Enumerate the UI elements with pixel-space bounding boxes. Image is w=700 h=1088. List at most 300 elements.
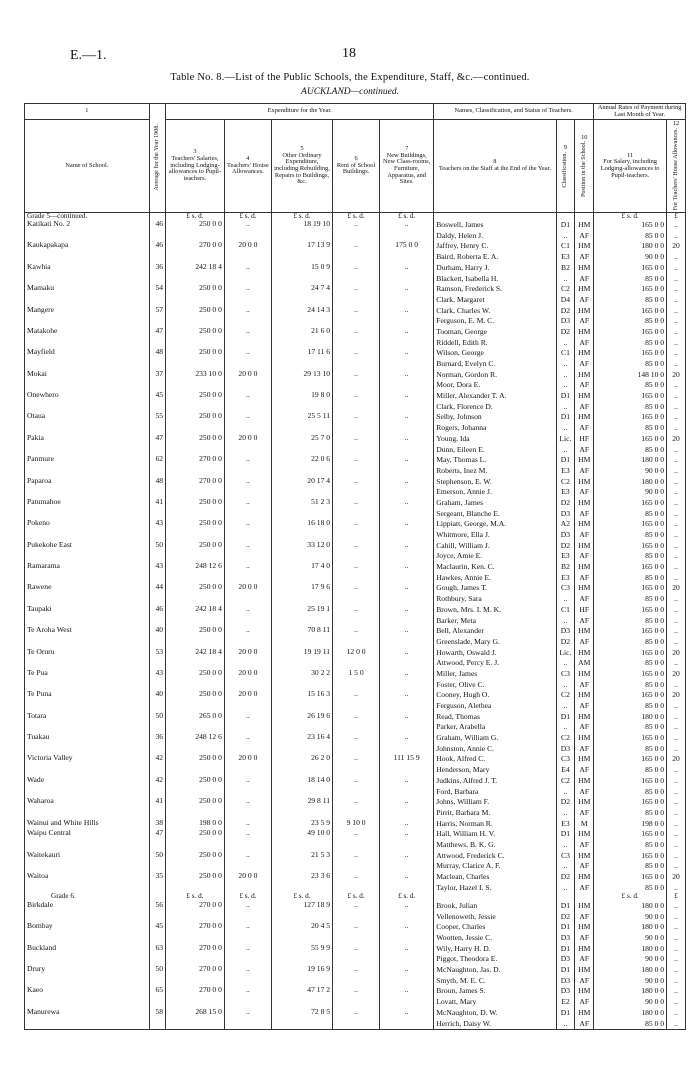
table-row (25, 541, 686, 562)
avg-attendance: 35 (149, 872, 165, 893)
position (575, 690, 594, 711)
other-expenditure: 25 5 11 (271, 412, 332, 433)
position-line: AF (579, 273, 590, 283)
house-rate-line: .. (674, 273, 678, 283)
salary-rate-line: 90 0 0 (645, 465, 665, 475)
salary-rate-line: 85 0 0 (645, 380, 665, 390)
school-name: Te Pua (25, 669, 150, 690)
salary-rate (594, 412, 667, 433)
salary-rate-line: 85 0 0 (645, 636, 665, 646)
salary-rate (594, 498, 667, 519)
teacher-name (434, 872, 556, 893)
classification-line: D3 (560, 508, 571, 518)
house-rate-line: .. (674, 508, 678, 518)
teacher-name (434, 434, 556, 455)
table-row (25, 986, 686, 1007)
teacher-name-line: Attwood, Percy E. J. (436, 658, 500, 668)
house-rate (667, 690, 686, 711)
classification-line: C3 (561, 668, 570, 678)
house-rate (667, 986, 686, 1007)
currency-label: £ s. d. (380, 893, 434, 901)
teachers-header: 8 Teachers on the Staff at the End of the Year. (434, 120, 556, 212)
house-allowance: .. (224, 562, 271, 583)
classification-line: .. (563, 882, 568, 892)
new-buildings: .. (380, 669, 434, 690)
table-row (25, 562, 686, 583)
salary-rate-line: 165 0 0 (641, 220, 665, 230)
house-rate (667, 776, 686, 797)
salary-rate-line: 165 0 0 (641, 754, 665, 764)
avg-attendance: 65 (149, 986, 165, 1007)
school-name: Kawhia (25, 263, 150, 284)
classification-line: A2 (560, 519, 571, 529)
salary-rate (594, 455, 667, 476)
classification (556, 901, 575, 922)
teacher-name (434, 797, 556, 818)
table-row (25, 648, 686, 669)
classification-line: D1 (560, 220, 571, 230)
currency-label: £ s. d. (166, 893, 225, 901)
salary-rate-line: 85 0 0 (645, 861, 665, 871)
position-line: HM (578, 1007, 591, 1017)
teacher-name-line: Hook, Alfred C. (436, 754, 486, 764)
house-allowance: 20 0 0 (224, 669, 271, 690)
house-rate (667, 477, 686, 498)
rent: .. (333, 562, 380, 583)
position-line: HM (578, 369, 591, 379)
position-line: AF (579, 765, 590, 775)
avg-attendance: 47 (149, 829, 165, 850)
house-rate-line: .. (674, 986, 678, 996)
rent: .. (333, 712, 380, 733)
position-line: AF (579, 508, 590, 518)
classification-line: D2 (560, 326, 571, 336)
teacher-name-line: Clark, Margaret (436, 294, 485, 304)
salaries-header: 3 Teachers' Salaries, including Lodging-allowances to Pupil-teachers. (166, 120, 225, 212)
section-row (25, 893, 686, 901)
salaries: 265 0 0 (166, 712, 225, 733)
salaries: 250 0 0 (166, 541, 225, 562)
salary-rate-line: 180 0 0 (641, 986, 665, 996)
house-allowance: .. (224, 220, 271, 241)
house-rate-line: .. (674, 252, 678, 262)
house-allowance: 20 0 0 (224, 241, 271, 262)
position-line: HM (578, 690, 591, 700)
table-row (25, 348, 686, 369)
other-expenditure: 17 13 9 (271, 241, 332, 262)
house-rate (667, 797, 686, 818)
table-row (25, 605, 686, 626)
rent: .. (333, 944, 380, 965)
new-buildings: .. (380, 370, 434, 391)
salary-rate-line: 85 0 0 (645, 551, 665, 561)
salaries: 250 0 0 (166, 669, 225, 690)
salary-rate (594, 348, 667, 369)
salaries: 270 0 0 (166, 986, 225, 1007)
classification (556, 965, 575, 986)
position-line: AF (579, 615, 590, 625)
salary-rate (594, 605, 667, 626)
salary-rate-line: 90 0 0 (645, 487, 665, 497)
position-line: AF (579, 316, 590, 326)
salary-rate (594, 519, 667, 540)
avg-attendance: 63 (149, 944, 165, 965)
other-expenditure: 23 3 6 (271, 872, 332, 893)
house-rate-line: .. (674, 765, 678, 775)
school-name: Katikati No. 2 (25, 220, 150, 241)
position-line: HM (578, 733, 591, 743)
salaries: 250 0 0 (166, 391, 225, 412)
school-name: Waitekauri (25, 851, 150, 872)
teacher-name (434, 626, 556, 647)
position (575, 306, 594, 327)
salary-rate-line: 165 0 0 (641, 540, 665, 550)
classification-line: .. (563, 658, 568, 668)
other-expenditure: 47 17 2 (271, 986, 332, 1007)
position-line: AF (579, 882, 590, 892)
position-line: HM (578, 326, 591, 336)
salaries: 270 0 0 (166, 241, 225, 262)
house-allowance: .. (224, 901, 271, 922)
classification (556, 605, 575, 626)
house-rate-line: .. (674, 465, 678, 475)
new-buildings: .. (380, 922, 434, 943)
salaries: 250 0 0 (166, 851, 225, 872)
position (575, 498, 594, 519)
position (575, 797, 594, 818)
position-line: HM (578, 850, 591, 860)
classification-line: D2 (560, 540, 571, 550)
school-name: Victoria Valley (25, 754, 150, 775)
new-buildings: .. (380, 434, 434, 455)
other-expenditure: 49 10 0 (271, 829, 332, 850)
house-allowance: .. (224, 455, 271, 476)
school-name: Bombay (25, 922, 150, 943)
position-line: HM (578, 241, 591, 251)
position (575, 370, 594, 391)
teacher-name (434, 776, 556, 797)
new-buildings: .. (380, 263, 434, 284)
classification-header: 9 Classification. (556, 120, 575, 212)
salary-rate-line: 180 0 0 (641, 943, 665, 953)
house-rate-line: 20 (672, 647, 680, 657)
school-name: Paparoa (25, 477, 150, 498)
teacher-name (434, 241, 556, 262)
house-rate-line: 20 (672, 583, 680, 593)
position (575, 872, 594, 893)
house-rate-line: .. (674, 604, 678, 614)
salary-rate-line: 85 0 0 (645, 786, 665, 796)
position-line: M (580, 818, 588, 828)
house-allowance: .. (224, 712, 271, 733)
avg-attendance: 53 (149, 648, 165, 669)
school-name: Waharoa (25, 797, 150, 818)
new-buildings: .. (380, 965, 434, 986)
classification (556, 733, 575, 754)
table-row (25, 754, 686, 775)
house-rate-line: .. (674, 733, 678, 743)
currency-label: £ s. d. (271, 893, 332, 901)
classification-line: D3 (560, 743, 571, 753)
rent: 9 10 0 (333, 819, 380, 830)
salaries: 250 0 0 (166, 583, 225, 604)
house-allowance: .. (224, 412, 271, 433)
table-subtitle: AUCKLAND—continued. (301, 87, 399, 97)
salary-rate-line: 165 0 0 (641, 326, 665, 336)
avg-attendance: 50 (149, 965, 165, 986)
other-expenditure: 55 9 9 (271, 944, 332, 965)
new-buildings: .. (380, 1008, 434, 1030)
classification-line: .. (563, 230, 568, 240)
classification-line: C1 (561, 241, 570, 251)
house-rate-line: .. (674, 497, 678, 507)
house-rate-line: .. (674, 975, 678, 985)
avg-attendance: 43 (149, 669, 165, 690)
house-allowance: .. (224, 797, 271, 818)
classification-line: .. (563, 359, 568, 369)
classification-line: D3 (560, 530, 571, 540)
house-rate-line: .. (674, 1018, 678, 1028)
salaries: 250 0 0 (166, 519, 225, 540)
house-rate-line: .. (674, 551, 678, 561)
classification (556, 690, 575, 711)
position-line: AF (579, 807, 590, 817)
salary-rate-line: 165 0 0 (641, 433, 665, 443)
classification-line: .. (563, 839, 568, 849)
house-rate-line: .. (674, 540, 678, 550)
other-expenditure: 23 16 4 (271, 733, 332, 754)
salary-rate-line: 90 0 0 (645, 975, 665, 985)
new-buildings: .. (380, 776, 434, 797)
classification (556, 797, 575, 818)
salaries: 270 0 0 (166, 944, 225, 965)
salary-rate-line: 165 0 0 (641, 604, 665, 614)
house-rate (667, 648, 686, 669)
salary-rate-line: 180 0 0 (641, 455, 665, 465)
salary-rate-line: 85 0 0 (645, 679, 665, 689)
teacher-name-line: Lovatt, Mary (436, 997, 477, 1007)
house-rate-line: .. (674, 701, 678, 711)
teacher-name (434, 220, 556, 241)
other-expenditure: 20 17 4 (271, 477, 332, 498)
table-row (25, 733, 686, 754)
classification-line: Lic. (559, 433, 572, 443)
table-row (25, 583, 686, 604)
position-line: HM (578, 220, 591, 230)
salary-rate-line: 90 0 0 (645, 911, 665, 921)
school-name: Wainui and White Hills (25, 819, 150, 830)
new-buildings: .. (380, 220, 434, 241)
other-expenditure: 21 5 3 (271, 851, 332, 872)
teacher-name (434, 819, 556, 830)
house-rate (667, 754, 686, 775)
house-allowance: .. (224, 733, 271, 754)
position-line: HM (578, 943, 591, 953)
teacher-name-line: Cooper, Charles (436, 922, 486, 932)
new-buildings: .. (380, 391, 434, 412)
new-buildings: .. (380, 733, 434, 754)
classification (556, 306, 575, 327)
classification-line: C2 (561, 775, 570, 785)
salary-rate-line: 165 0 0 (641, 668, 665, 678)
house-rate (667, 306, 686, 327)
position-line: HM (578, 668, 591, 678)
house-allowance: .. (224, 284, 271, 305)
house-rate-line: .. (674, 636, 678, 646)
house-allowance: 20 0 0 (224, 648, 271, 669)
position-line: HM (578, 711, 591, 721)
new-buildings: .. (380, 690, 434, 711)
position (575, 819, 594, 830)
house-allowance: .. (224, 944, 271, 965)
other-expenditure: 29 8 11 (271, 797, 332, 818)
teacher-name-line: Jaffrey, Henry C. (436, 241, 489, 251)
table-row (25, 944, 686, 965)
salary-rate-line: 85 0 0 (645, 743, 665, 753)
avg-attendance: 41 (149, 498, 165, 519)
salary-rate-line: 165 0 0 (641, 391, 665, 401)
school-name: Tuakau (25, 733, 150, 754)
house-rate-line: .. (674, 615, 678, 625)
house-allowance: 20 0 0 (224, 583, 271, 604)
house-allowance: .. (224, 819, 271, 830)
salary-rate-line: 85 0 0 (645, 316, 665, 326)
position (575, 455, 594, 476)
school-name: Wade (25, 776, 150, 797)
teacher-name-line: Norman, Gordon R. (436, 369, 497, 379)
position-line: HM (578, 562, 591, 572)
salaries: 242 18 4 (166, 648, 225, 669)
school-name: Mamaku (25, 284, 150, 305)
salary-rate-line: 85 0 0 (645, 294, 665, 304)
salary-rate (594, 819, 667, 830)
house-rate-line: .. (674, 933, 678, 943)
teacher-name-line: Miller, James (436, 668, 478, 678)
house-rate (667, 562, 686, 583)
rent: .. (333, 872, 380, 893)
salary-rate-line: 165 0 0 (641, 647, 665, 657)
teacher-name (434, 412, 556, 433)
avg-attendance: 50 (149, 851, 165, 872)
salary-rate-line: 85 0 0 (645, 530, 665, 540)
salary-rate (594, 944, 667, 965)
salary-rate-line: 85 0 0 (645, 508, 665, 518)
other-expenditure: 25 19 1 (271, 605, 332, 626)
salaries: 250 0 0 (166, 690, 225, 711)
other-expenditure: 18 14 0 (271, 776, 332, 797)
house-rate-line: .. (674, 786, 678, 796)
classification (556, 498, 575, 519)
classification-line: Lic. (559, 647, 572, 657)
table-row (25, 327, 686, 348)
expenditure-group-header: Expenditure for the Year. (166, 104, 434, 120)
position-line: AF (579, 722, 590, 732)
currency-label: £ s. d. (594, 212, 667, 220)
position-line: AF (579, 701, 590, 711)
other-expenditure: 24 7 4 (271, 284, 332, 305)
classification-line: D3 (560, 626, 571, 636)
teacher-name-line: Hall, William H. V. (436, 829, 495, 839)
position (575, 712, 594, 733)
position-line: AF (579, 252, 590, 262)
salary-rate-line: 85 0 0 (645, 359, 665, 369)
position-line: AF (579, 337, 590, 347)
classification (556, 434, 575, 455)
teacher-name-line: Blackett, Isabella H. (436, 273, 499, 283)
school-name: Drury (25, 965, 150, 986)
currency-label: £ (667, 893, 686, 901)
salary-rate-line: 90 0 0 (645, 997, 665, 1007)
position (575, 327, 594, 348)
salary-rate-header: 11 For Salary, including Lodging-allowances to Pupil-teachers. (594, 120, 667, 212)
teacher-name (434, 733, 556, 754)
house-rate-line: .. (674, 262, 678, 272)
teacher-name (434, 965, 556, 986)
teacher-name-line: Brown, Mrs. I. M. K. (436, 604, 501, 614)
rent: .. (333, 922, 380, 943)
classification-line: D3 (560, 954, 571, 964)
position-line: AF (579, 359, 590, 369)
salary-rate-line: 85 0 0 (645, 230, 665, 240)
teacher-name (434, 284, 556, 305)
table-row (25, 922, 686, 943)
table-row (25, 241, 686, 262)
position (575, 477, 594, 498)
house-allowance: 20 0 0 (224, 690, 271, 711)
teacher-name-line: Graham, William G. (436, 733, 499, 743)
salary-rate-line: 165 0 0 (641, 262, 665, 272)
classification-line: D1 (560, 829, 571, 839)
teacher-name-line: Pirrit, Barbara M. (436, 807, 491, 817)
teacher-name (434, 605, 556, 626)
new-buildings: .. (380, 412, 434, 433)
avg-attendance: 46 (149, 605, 165, 626)
house-allowance: .. (224, 519, 271, 540)
position (575, 829, 594, 850)
house-rate (667, 391, 686, 412)
salary-rate (594, 901, 667, 922)
school-name: Taupaki (25, 605, 150, 626)
new-buildings: .. (380, 327, 434, 348)
teacher-name (434, 370, 556, 391)
teacher-name (434, 455, 556, 476)
position-header: 10 Position in the School. (575, 120, 594, 212)
teacher-name (434, 583, 556, 604)
teacher-name (434, 348, 556, 369)
rent: .. (333, 986, 380, 1007)
house-rate-line: .. (674, 900, 678, 910)
classification-line: E3 (561, 818, 570, 828)
house-rate (667, 712, 686, 733)
salary-rate (594, 965, 667, 986)
position (575, 648, 594, 669)
classification (556, 829, 575, 850)
teacher-name-line: Henderson, Mary (436, 765, 490, 775)
rent: .. (333, 797, 380, 818)
salary-rate-line: 165 0 0 (641, 850, 665, 860)
position (575, 733, 594, 754)
position (575, 263, 594, 284)
salary-rate-line: 85 0 0 (645, 807, 665, 817)
new-buildings: .. (380, 626, 434, 647)
teacher-name (434, 754, 556, 775)
other-expenditure: 17 9 6 (271, 583, 332, 604)
salaries: 250 0 0 (166, 306, 225, 327)
school-name: Te Puna (25, 690, 150, 711)
house-rate (667, 541, 686, 562)
salary-rate-line: 180 0 0 (641, 922, 665, 932)
position (575, 901, 594, 922)
